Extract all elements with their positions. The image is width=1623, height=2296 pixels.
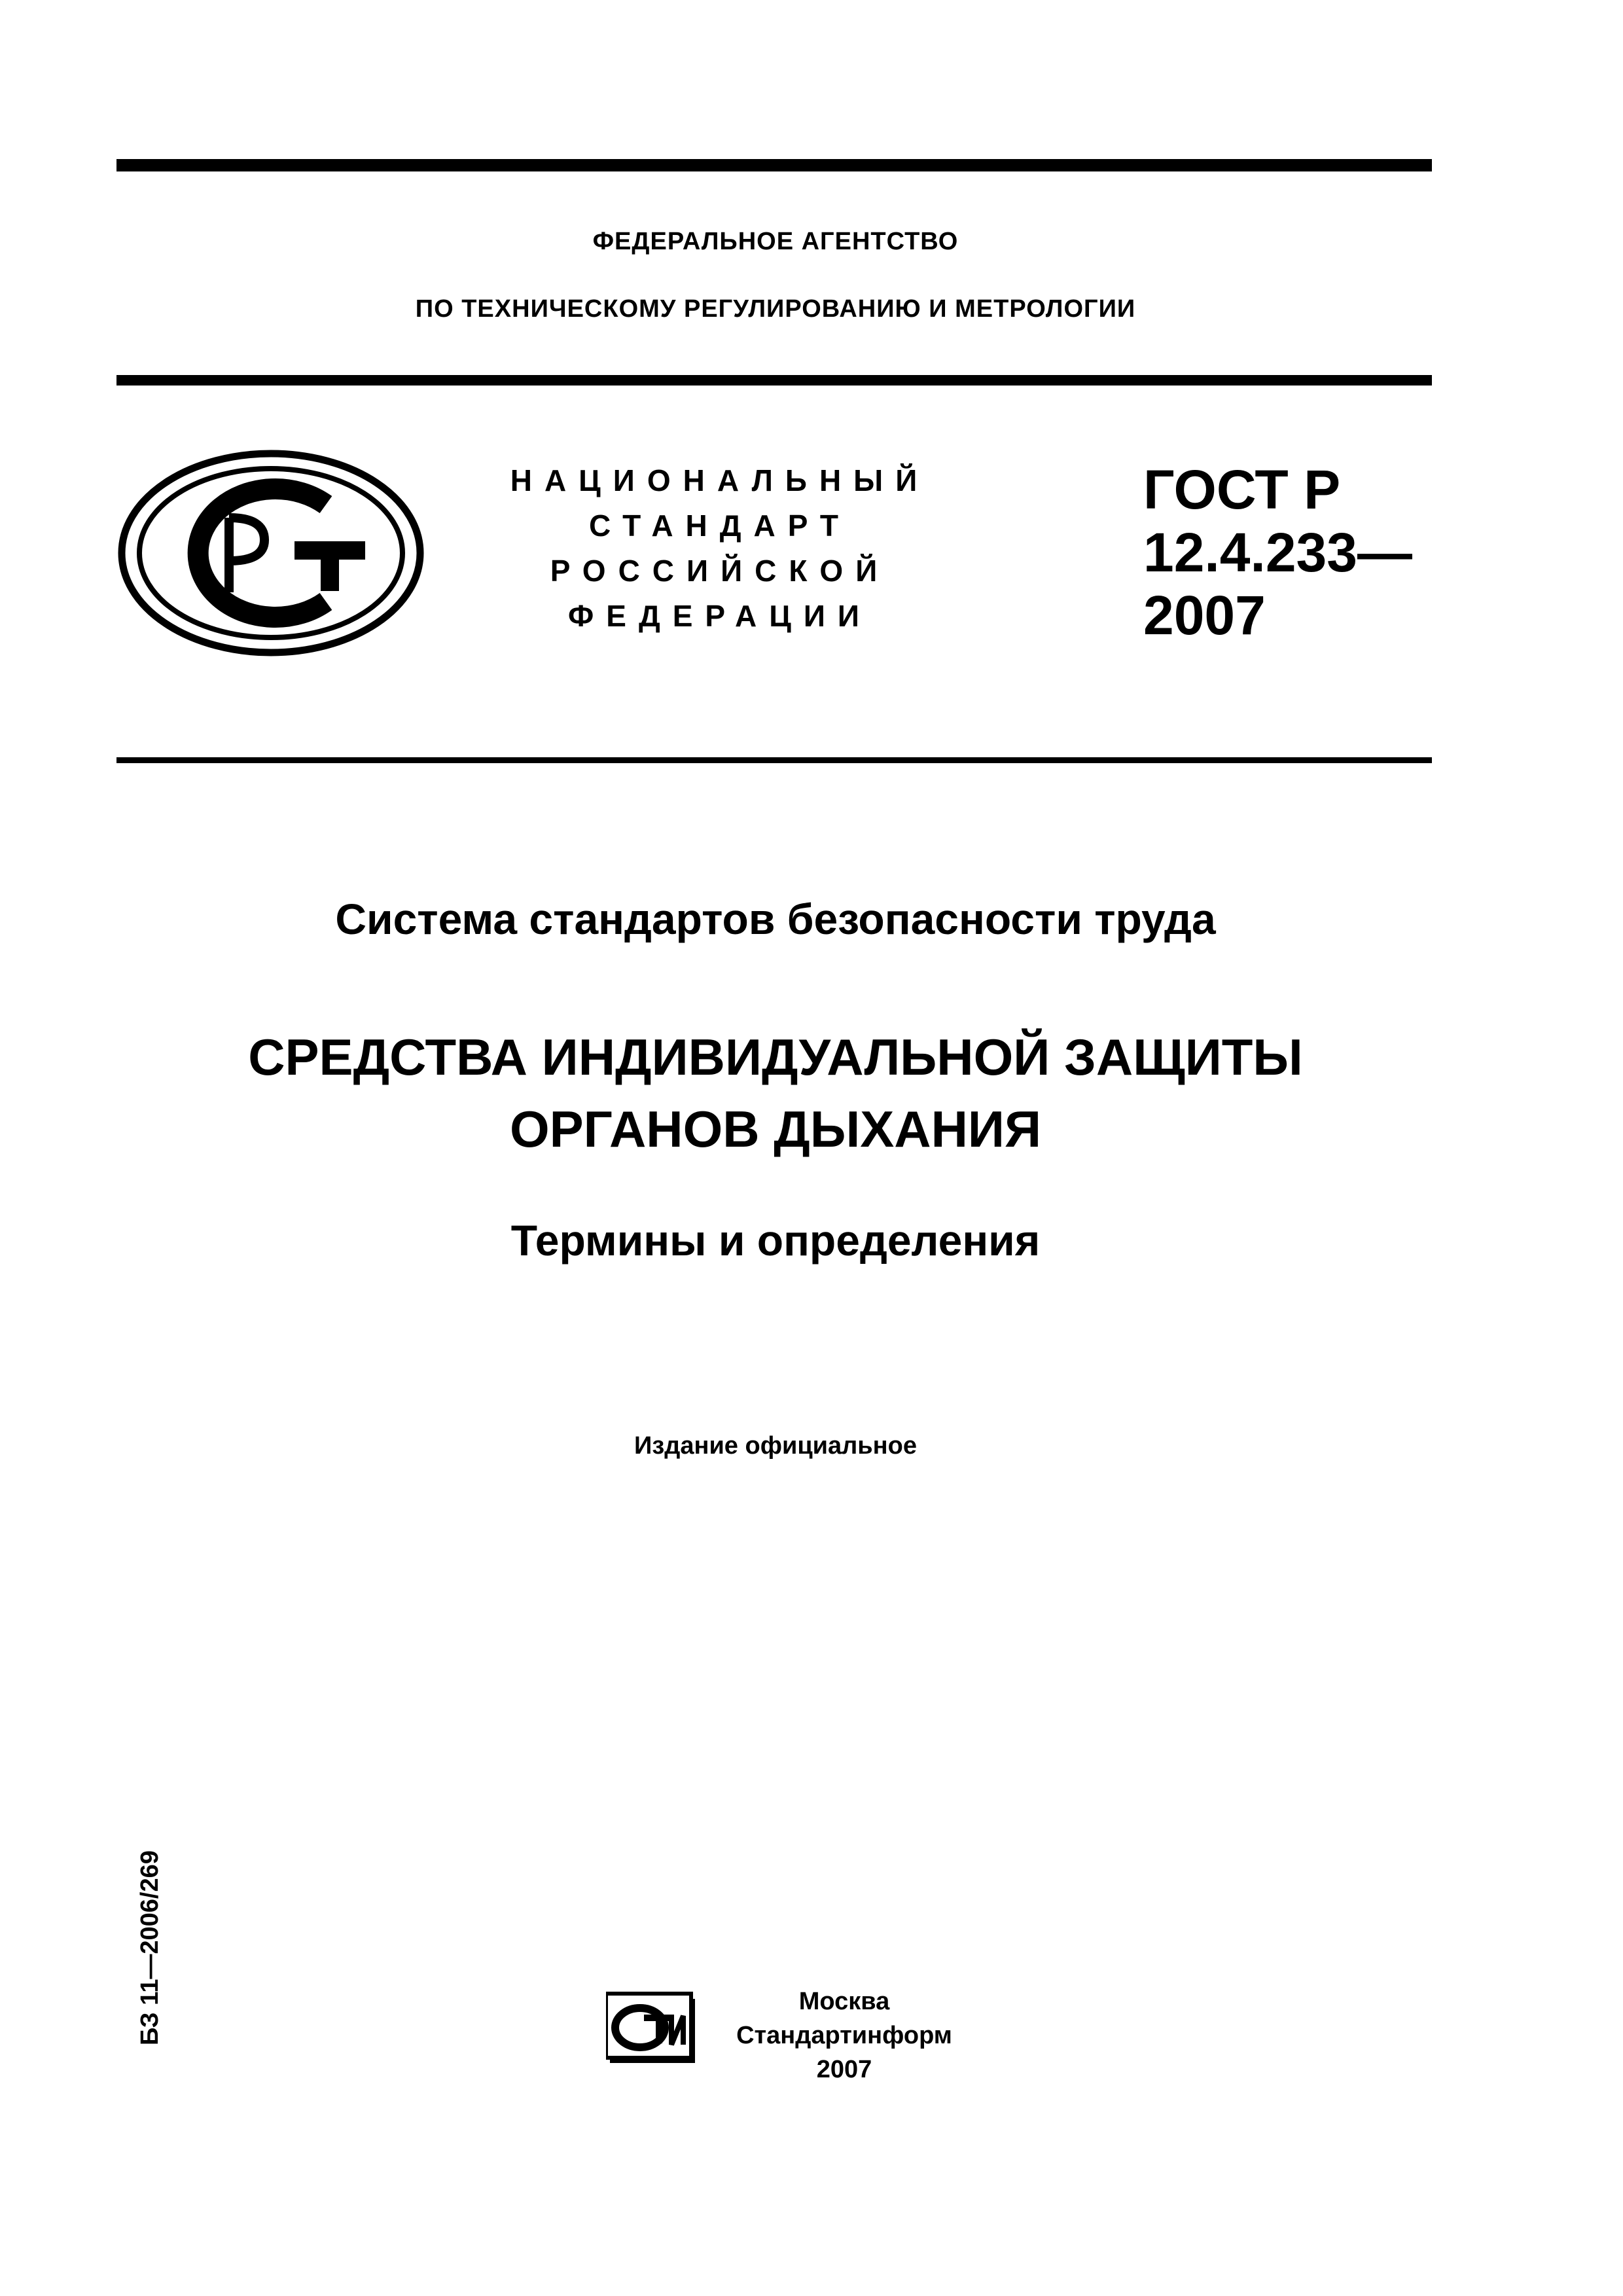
- designation-line: ГОСТ Р: [1143, 459, 1341, 520]
- national-standard-line: РОССИЙСКОЙ: [550, 554, 890, 588]
- top-rule: [116, 159, 1432, 171]
- series-title: Система стандартов безопасности труда: [335, 895, 1216, 943]
- header-rule: [116, 375, 1432, 386]
- publisher-year: 2007: [816, 2056, 872, 2083]
- national-standard-line: ФЕДЕРАЦИИ: [568, 599, 872, 633]
- standard-designation: [1143, 458, 1412, 647]
- publisher-city: Москва: [798, 1988, 890, 2015]
- designation-line: 2007: [1143, 584, 1266, 646]
- national-standard-line: НАЦИОНАЛЬНЫЙ: [510, 463, 930, 497]
- standartinform-logo-icon: [606, 1990, 704, 2067]
- agency-line-2: ПО ТЕХНИЧЕСКОМУ РЕГУЛИРОВАНИЮ И МЕТРОЛОГИИ: [415, 295, 1136, 323]
- title-line: ОРГАНОВ ДЫХАНИЯ: [509, 1100, 1042, 1158]
- agency-line-1: ФЕДЕРАЛЬНОЕ АГЕНТСТВО: [592, 228, 959, 255]
- catalog-code: БЗ 11—2006/269: [136, 1850, 164, 2045]
- publisher-name: Стандартинформ: [736, 2022, 952, 2049]
- title-line: СРЕДСТВА ИНДИВИДУАЛЬНОЙ ЗАЩИТЫ: [248, 1028, 1303, 1086]
- national-standard-line: СТАНДАРТ: [589, 509, 851, 543]
- publisher-block: [720, 1984, 969, 2087]
- edition-label: Издание официальное: [634, 1432, 917, 1460]
- designation-line: 12.4.233—: [1143, 522, 1412, 583]
- document-subtitle: Термины и определения: [510, 1216, 1041, 1265]
- rst-conformity-mark-icon: [116, 448, 425, 658]
- document-title: [0, 1021, 1551, 1165]
- designation-rule: [116, 757, 1432, 763]
- national-standard-label: [484, 458, 955, 639]
